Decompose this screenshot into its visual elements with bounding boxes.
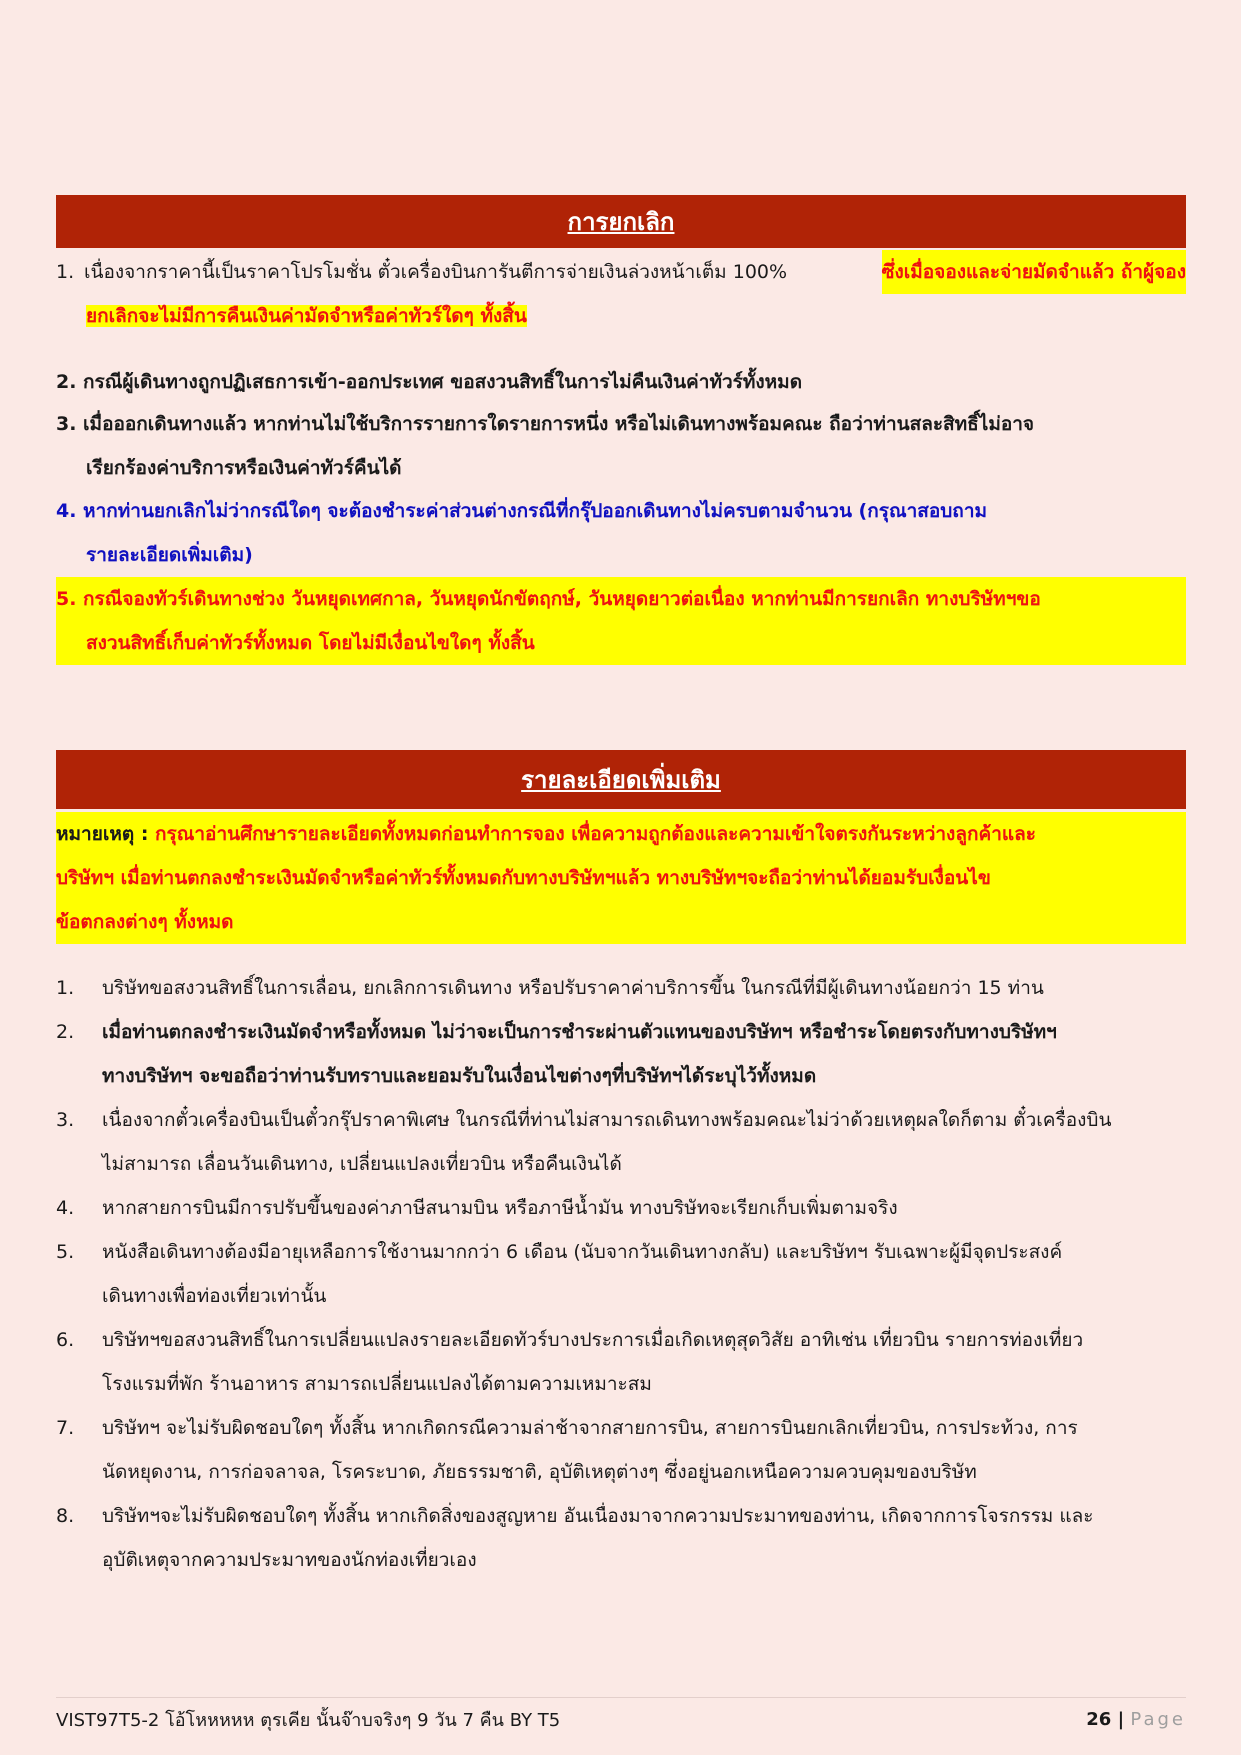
item-num: 8. (56, 1505, 75, 1527)
cancel-section-title: การยกเลิก (567, 208, 675, 236)
item-num: 5. (56, 1241, 75, 1263)
list-item (56, 1010, 1186, 1098)
item-num: 7. (56, 1417, 75, 1439)
clause-line-cont: สงวนสิทธิ์เก็บค่าทัวร์ทั้งหมด โดยไม่มีเงื่อนไขใดๆ ทั้งสิ้น (86, 632, 535, 654)
item-text-cont: เดินทางเพื่อท่องเที่ยวเท่านั้น (102, 1285, 327, 1307)
cancel-section-header (56, 195, 1186, 248)
footer-divider (56, 1697, 1186, 1698)
list-item (56, 966, 1186, 1010)
cancel-clause-3 (56, 402, 1186, 490)
clause-highlight: ซึ่งเมื่อจองและจ่ายมัดจำแล้ว ถ้าผู้จอง (882, 250, 1186, 294)
item-num: 6. (56, 1329, 75, 1351)
page-word: Page (1130, 1708, 1186, 1730)
item-text: บริษัทฯ จะไม่รับผิดชอบใดๆ ทั้งสิ้น หากเกิดกรณีความล่าช้าจากสายการบิน, สายการบินยกเลิกเที่ยวบิน, การประท้วง, การ (102, 1417, 1078, 1439)
details-section-header (56, 750, 1186, 809)
clause-line: 3. เมื่อออกเดินทางแล้ว หากท่านไม่ใช้บริการรายการใดรายการหนึ่ง หรือไม่เดินทางพร้อมคณะ ถือว่าท่านสละสิทธิ์ไม่อาจ (56, 413, 1035, 435)
list-item (56, 1406, 1186, 1494)
cancel-clause-1 (56, 250, 1186, 338)
item-text-cont: อุบัติเหตุจากความประมาทของนักท่องเที่ยวเอง (102, 1549, 477, 1571)
list-item (56, 1186, 1186, 1230)
clause-line-cont: เรียกร้องค่าบริการหรือเงินค่าทัวร์คืนได้ (86, 457, 402, 479)
item-text: บริษัทขอสงวนสิทธิ์ในการเลื่อน, ยกเลิกการเดินทาง หรือปรับราคาค่าบริการขึ้น ในกรณีที่มีผู้เดินทางน้อยกว่า 15 ท่าน (102, 977, 1044, 999)
clause-num: 1. (56, 261, 75, 283)
footer-doc-title: VIST97T5-2 โอ้โหหหหห ตุรเคีย นั้นจ๊าบจริงๆ 9 วัน 7 คืน BY T5 (56, 1709, 561, 1731)
clause-line-cont: รายละเอียดเพิ่มเติม) (86, 544, 253, 566)
list-item (56, 1098, 1186, 1186)
footer-page-indicator (1086, 1709, 1186, 1730)
clause-line: 4. หากท่านยกเลิกไม่ว่ากรณีใดๆ จะต้องชำระค่าส่วนต่างกรณีที่กรุ๊ปออกเดินทางไม่ครบตามจำนวน (กรุณาสอบถาม (56, 500, 988, 522)
item-text: หากสายการบินมีการปรับขึ้นของค่าภาษีสนามบิน หรือภาษีน้ำมัน ทางบริษัทจะเรียกเก็บเพิ่มตามจริง (102, 1197, 898, 1219)
clause-line: 5. กรณีจองทัวร์เดินทางช่วง วันหยุดเทศกาล, วันหยุดนักขัตฤกษ์, วันหยุดยาวต่อเนื่อง หากท่านมีการยกเลิก ทางบริษัทฯขอ (56, 588, 1041, 610)
item-text: หนังสือเดินทางต้องมีอายุเหลือการใช้งานมากกว่า 6 เดือน (นับจากวันเดินทางกลับ) และบริษัทฯ รับเฉพาะผู้มีจุดประสงค์ (102, 1241, 1063, 1263)
item-num: 2. (56, 1021, 75, 1043)
note-text-cont: บริษัทฯ เมื่อท่านตกลงชำระเงินมัดจำหรือค่าทัวร์ทั้งหมดกับทางบริษัทฯแล้ว ทางบริษัทฯจะถือว่าท่านได้ยอมรับเงื่อนไข (56, 867, 991, 889)
clause-text: เนื่องจากราคานี้เป็นราคาโปรโมชั่น ตั๋วเครื่องบินการันตีการจ่ายเงินล่วงหน้าเต็ม 100% (84, 261, 788, 283)
details-note (56, 812, 1186, 944)
cancel-clause-4 (56, 489, 1186, 577)
item-text: เนื่องจากตั๋วเครื่องบินเป็นตั๋วกรุ๊ปราคาพิเศษ ในกรณีที่ท่านไม่สามารถเดินทางพร้อมคณะไม่ว่าด้วยเหตุผลใดก็ตาม ตั๋วเครื่องบิน (102, 1109, 1112, 1131)
cancel-clause-2: 2. กรณีผู้เดินทางถูกปฏิเสธการเข้า-ออกประเทศ ขอสงวนสิทธิ์ในการไม่คืนเงินค่าทัวร์ทั้งหมด (56, 371, 803, 393)
page-separator: | (1111, 1708, 1131, 1730)
clause-highlight-cont: ยกเลิกจะไม่มีการคืนเงินค่ามัดจำหรือค่าทัวร์ใดๆ ทั้งสิ้น (86, 305, 527, 327)
item-num: 1. (56, 977, 75, 999)
note-text: กรุณาอ่านศึกษารายละเอียดทั้งหมดก่อนทำการจอง เพื่อความถูกต้องและความเข้าใจตรงกันระหว่างลูกค้าและ (155, 823, 1036, 845)
item-text: บริษัทฯจะไม่รับผิดชอบใดๆ ทั้งสิ้น หากเกิดสิ่งของสูญหาย อันเนื่องมาจากความประมาทของท่าน, เกิดจากการโจรกรรม และ (102, 1505, 1094, 1527)
item-text-cont: ทางบริษัทฯ จะขอถือว่าท่านรับทราบและยอมรับในเงื่อนไขต่างๆที่บริษัทฯได้ระบุไว้ทั้งหมด (102, 1065, 817, 1087)
item-text-cont: ไม่สามารถ เลื่อนวันเดินทาง, เปลี่ยนแปลงเที่ยวบิน หรือคืนเงินได้ (102, 1153, 622, 1175)
list-item (56, 1318, 1186, 1406)
details-list (56, 966, 1186, 1582)
details-section-title: รายละเอียดเพิ่มเติม (521, 766, 721, 794)
item-num: 3. (56, 1109, 75, 1131)
item-text: บริษัทฯขอสงวนสิทธิ์ในการเปลี่ยนแปลงรายละเอียดทัวร์บางประการเมื่อเกิดเหตุสุดวิสัย อาทิเช่น เที่ยวบิน รายการท่องเที่ยว (102, 1329, 1084, 1351)
item-text-cont: โรงแรมที่พัก ร้านอาหาร สามารถเปลี่ยนแปลงได้ตามความเหมาะสม (102, 1373, 652, 1395)
cancel-clause-5 (56, 577, 1186, 665)
page-footer (56, 1704, 1186, 1734)
item-num: 4. (56, 1197, 75, 1219)
list-item (56, 1230, 1186, 1318)
note-label: หมายเหตุ : (56, 823, 149, 845)
note-text-cont: ข้อตกลงต่างๆ ทั้งหมด (56, 911, 234, 933)
item-text-cont: นัดหยุดงาน, การก่อจลาจล, โรคระบาด, ภัยธรรมชาติ, อุบัติเหตุต่างๆ ซึ่งอยู่นอกเหนือความควบคุมของบริษัท (102, 1461, 977, 1483)
list-item (56, 1494, 1186, 1582)
page-number: 26 (1086, 1708, 1112, 1730)
item-text: เมื่อท่านตกลงชำระเงินมัดจำหรือทั้งหมด ไม่ว่าจะเป็นการชำระผ่านตัวแทนของบริษัทฯ หรือชำระโดยตรงกับทางบริษัทฯ (102, 1021, 1057, 1043)
